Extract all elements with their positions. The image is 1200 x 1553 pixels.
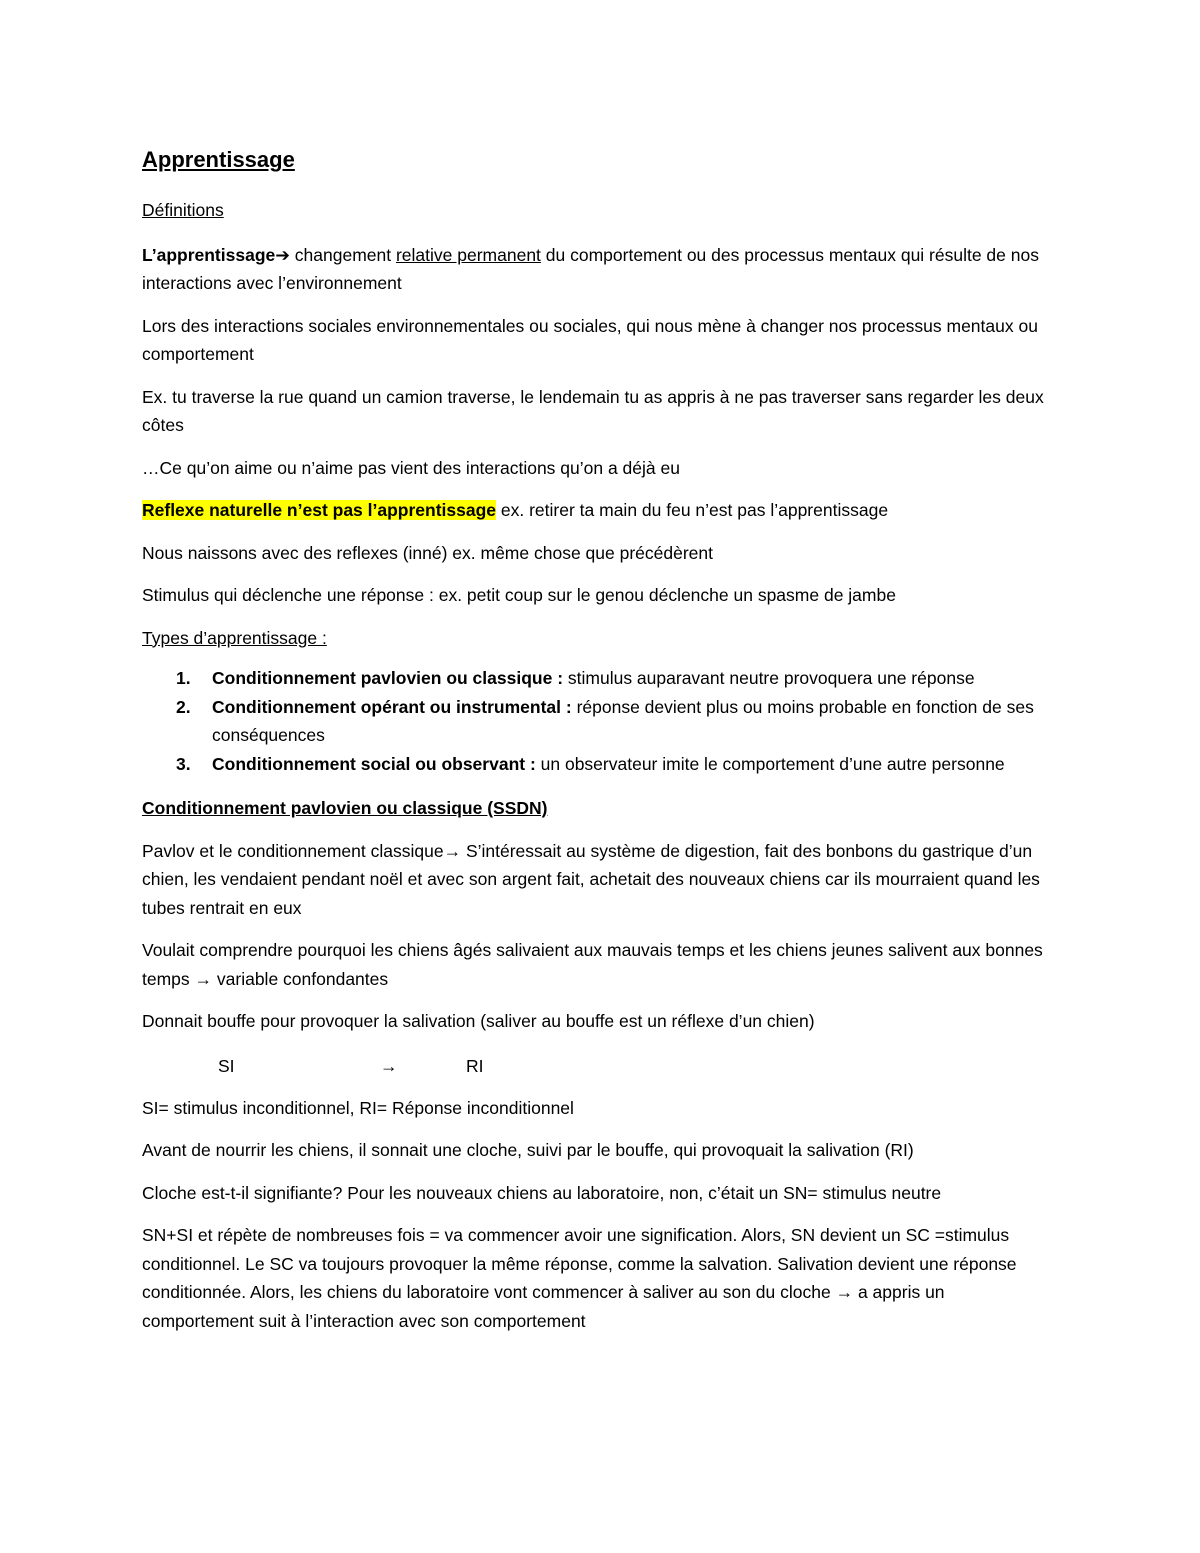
- document-title: Apprentissage: [142, 147, 295, 172]
- paragraph-ce: …Ce qu’on aime ou n’aime pas vient des interactions qu’on a déjà eu: [142, 457, 680, 478]
- paragraph-voulait: [142, 936, 1057, 993]
- list-item-bold: Conditionnement opérant ou instrumental :: [212, 696, 572, 717]
- paragraph-cloche: Cloche est-t-il signifiante? Pour les nouveaux chiens au laboratoire, non, c’était un SN= stimulus neutre: [142, 1182, 942, 1203]
- formula-ri: RI: [466, 1055, 484, 1076]
- right-arrow-icon: →: [835, 1282, 854, 1302]
- definition-text-pre: changement: [289, 244, 396, 265]
- section-heading-pavlov: Conditionnement pavlovien ou classique (SSDN): [142, 798, 548, 818]
- formula-si: SI: [218, 1055, 235, 1076]
- list-item: [142, 750, 1057, 779]
- paragraph-avant: Avant de nourrir les chiens, il sonnait une cloche, suivi par le bouffe, qui provoquait la salivation (RI): [142, 1140, 914, 1160]
- reflexe-rest: ex. retirer ta main du feu n’est pas l’apprentissage: [496, 500, 889, 520]
- si-ri-formula: [142, 1052, 1057, 1080]
- paragraph-si: SI= stimulus inconditionnel, RI= Réponse inconditionnel: [142, 1097, 574, 1118]
- paragraph-stimulus: Stimulus qui déclenche une réponse : ex. petit coup sur le genou déclenche un spasme de jambe: [142, 585, 896, 605]
- types-heading: Types d’apprentissage :: [142, 627, 327, 648]
- paragraph-lors: Lors des interactions sociales environnementales ou sociales, qui nous mène à changer nos processus mentaux ou comportement: [142, 315, 1038, 364]
- voulait-text-post: variable confondantes: [212, 968, 389, 989]
- pavlov-text-pre: Pavlov et le conditionnement classique: [142, 840, 444, 861]
- list-item-bold: Conditionnement pavlovien ou classique :: [212, 668, 564, 688]
- definition-underlined: relative permanent: [395, 244, 541, 265]
- right-arrow-icon: →: [443, 840, 462, 861]
- list-item: [142, 693, 1057, 750]
- highlighted-reflexe: Reflexe naturelle n’est pas l’apprentissage: [142, 500, 497, 520]
- definition-paragraph: [142, 241, 1057, 298]
- right-arrow-icon: →: [194, 968, 213, 989]
- voulait-text-pre: Voulait comprendre pourquoi les chiens âgés salivaient aux mauvais temps et les chiens jeunes salivent aux bonnes temps: [142, 940, 1043, 989]
- paragraph-pavlov: [142, 837, 1057, 923]
- snsi-text-pre: SN+SI et répète de nombreuses fois = va commencer avoir une signification. Alors, SN devient un SC =stimulus conditionnel. Le SC va toujours provoquer la même réponse, comme la salvation. Salivation devient une réponse conditionnée. Alors, les chiens du laboratoire vont commencer à saliver au son du cloche: [142, 1225, 1017, 1302]
- definition-text-post: du comportement ou des processus mentaux qui résulte de nos interactions avec l’environnement: [142, 244, 1039, 293]
- document-body: [142, 144, 1057, 1335]
- paragraph-example: Ex. tu traverse la rue quand un camion traverse, le lendemain tu as appris à ne pas traverser sans regarder les deux côtes: [142, 386, 1044, 435]
- types-list: [142, 664, 1057, 778]
- list-item: [142, 664, 1057, 693]
- definitions-heading: Définitions: [142, 200, 224, 220]
- definition-term: L’apprentissage: [142, 244, 276, 265]
- right-arrow-icon: →: [380, 1055, 398, 1076]
- paragraph-sn-si: [142, 1221, 1057, 1335]
- pavlov-text-post: S’intéressait au système de digestion, fait des bonbons du gastrique d’un chien, les vendaient pendant noël et avec son argent fait, achetait des nouveaux chiens car ils mourraient quand les tubes rentrait en eux: [142, 840, 1040, 918]
- list-item-number: 2.: [176, 696, 191, 717]
- paragraph-donnait: Donnait bouffe pour provoquer la salivation (saliver au bouffe est un réflexe d’un chien): [142, 1011, 815, 1031]
- list-item-number: 3.: [176, 753, 191, 774]
- snsi-text-post: a appris un comportement suit à l’interaction avec son comportement: [142, 1282, 945, 1331]
- list-item-bold: Conditionnement social ou observant :: [212, 753, 536, 774]
- list-item-text: réponse devient plus ou moins probable en fonction de ses conséquences: [212, 696, 1034, 745]
- list-item-number: 1.: [176, 668, 191, 688]
- paragraph-nous: Nous naissons avec des reflexes (inné) ex. même chose que précédèrent: [142, 542, 713, 563]
- list-item-text: un observateur imite le comportement d’une autre personne: [535, 753, 1005, 774]
- list-item-text: stimulus auparavant neutre provoquera une réponse: [563, 668, 975, 688]
- right-arrow-icon: ➔: [275, 244, 290, 265]
- paragraph-reflexe: [142, 496, 1057, 525]
